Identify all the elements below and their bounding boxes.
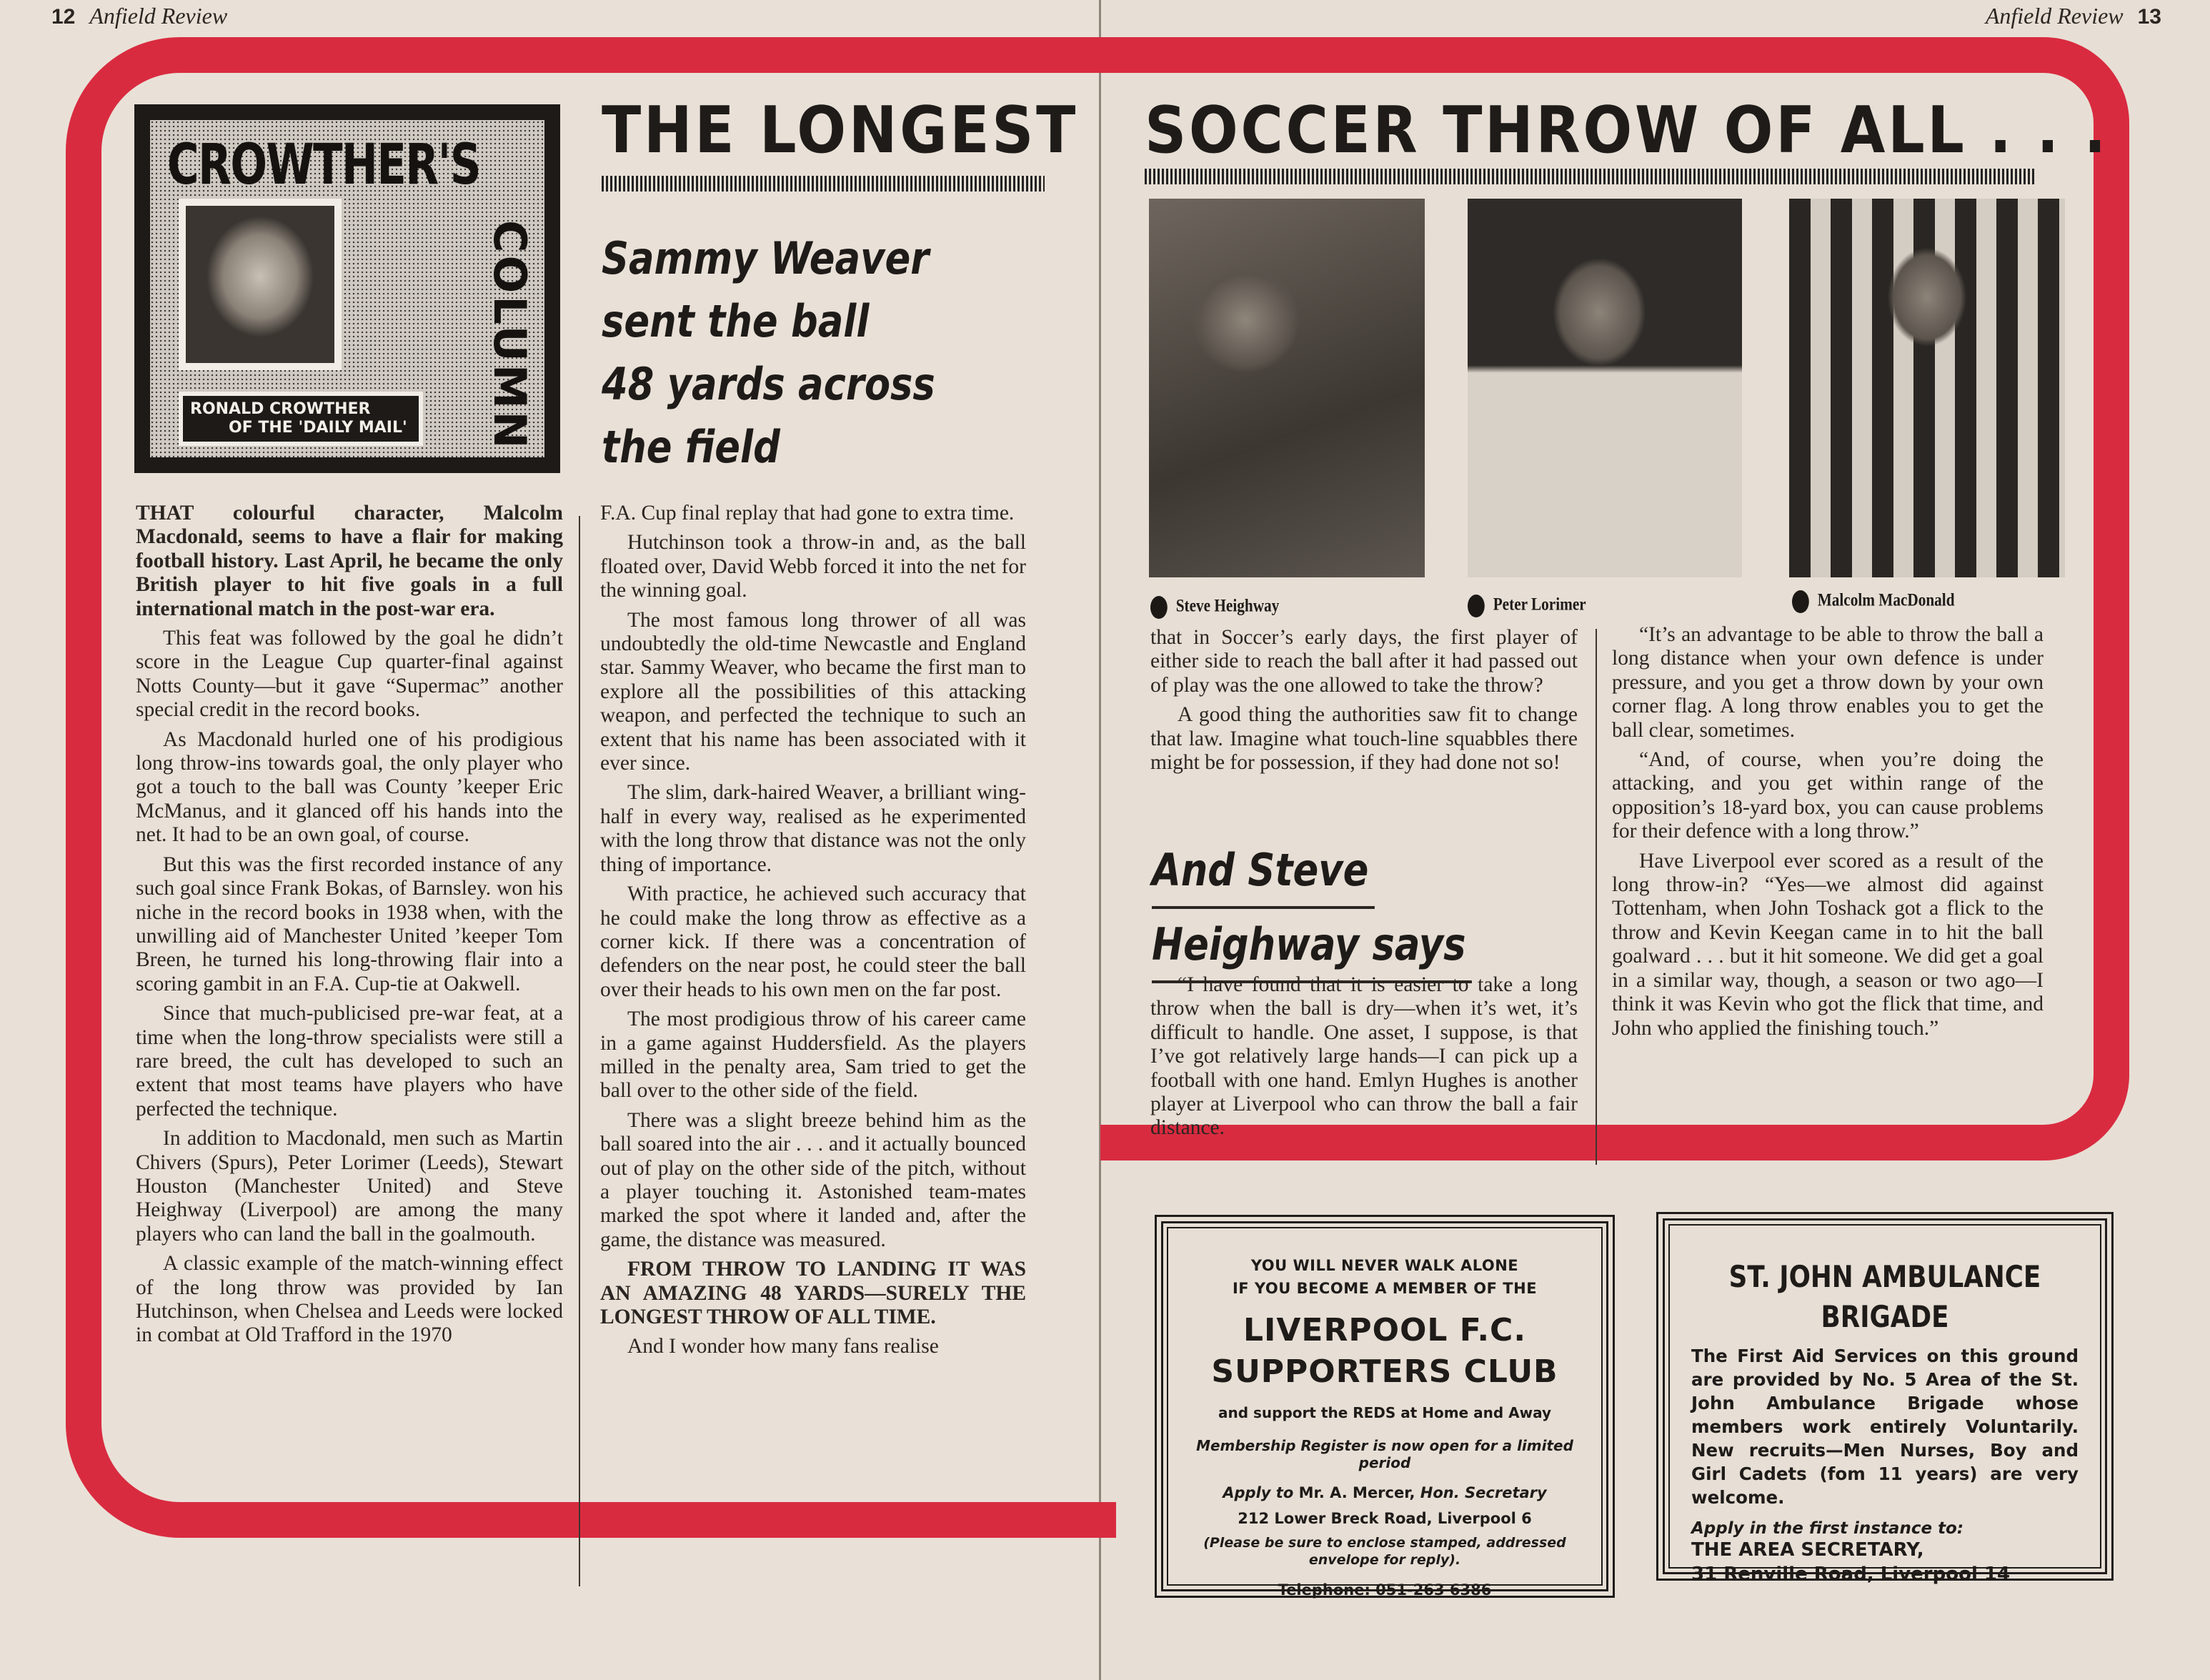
ad-st-john-ambulance: [1656, 1212, 2114, 1585]
paragraph: THAT colourful character, Malcolm Macdonald, seems to have a flair for making football history. Last April, he became the only British player to hit five goals in a full international match in the post-war era.: [136, 502, 563, 620]
ad-title-line: SUPPORTERS CLUB: [1211, 1353, 1558, 1390]
ad-line: YOU WILL NEVER WALK ALONE: [1250, 1257, 1519, 1274]
crowther-caption-inner: [183, 396, 419, 442]
crowther-column-vertical: COLUMN: [484, 220, 536, 452]
article-column-3: [1150, 626, 1578, 780]
paragraph: There was a slight breeze behind him as the ball soared into the air . . . and it actually bounced out of play on the other side of the pitch, without a player touching it. Astonished team-mates marked the spot where it landed and, after the game, the distance was measured.: [600, 1108, 1026, 1251]
right-publication-name: Anfield Review: [1985, 3, 2124, 29]
article-column-1: [136, 502, 563, 1353]
photo-caption: [1150, 596, 1279, 619]
photo-peter-lorimer: [1468, 199, 1742, 577]
subheadline: [602, 227, 935, 479]
paragraph: that in Soccer’s early days, the first player of either side to reach the ball after it had passed out of play was the one allowed to take the throw?: [1150, 626, 1578, 697]
paragraph: The most famous long thrower of all was undoubtedly the old-time Newcastle and England star. Sammy Weaver, who became the first man to explore all the possibilities of this attacking weapon, and perfected the technique to such an extent that his name has been associated with it ever since.: [600, 608, 1026, 775]
ad-telephone: Telephone: 051-263 6386: [1278, 1581, 1492, 1599]
photo-caption-text: Steve Heighway: [1175, 596, 1280, 616]
ad-address: 212 Lower Breck Road, Liverpool 6: [1238, 1510, 1532, 1527]
photo-caption: [1468, 595, 1586, 617]
paragraph: F.A. Cup final replay that had gone to extra time.: [600, 502, 1015, 525]
subhead-and-steve-heighway-says: [1152, 835, 1472, 983]
photo-caption-text: Peter Lorimer: [1493, 595, 1586, 615]
subhead-line: Heighway says: [1152, 909, 1472, 983]
paragraph: With practice, he achieved such accuracy that he could make the long throw as effective as a corner kick. If there was a concentration of defenders on the near post, he could steer the ball over their heads to his own men on the far post.: [600, 883, 1026, 1001]
bullet-icon: [1468, 595, 1485, 617]
headline-left: THE LONGEST: [602, 93, 1078, 168]
paragraph: “And, of course, when you’re doing the attacking, and you get within range of the opposition’s 18-yard box, you can cause problems for their defence with a long throw.”: [1612, 748, 2044, 843]
ad-title-line: BRIGADE: [1821, 1299, 1949, 1334]
paragraph: As Macdonald hurled one of his prodigious long throw-ins towards goal, the only player who got a touch to the ball was County ’keeper Eric McManus, and it glanced off his hands into the net. It had to be an own goal, of course.: [136, 727, 563, 847]
article-column-4: [1612, 623, 2044, 1046]
paragraph-emphasis: FROM THROW TO LANDING IT WAS AN AMAZING 48 YARDS—SURELY THE LONGEST THROW OF ALL TIME.: [600, 1258, 1026, 1328]
paragraph: In addition to Macdonald, men such as Martin Chivers (Spurs), Peter Lorimer (Leeds), Stewart Houston (Manchester United) and Steve Heighway (Liverpool) are among the many players who can land the ball in the goalmouth.: [136, 1127, 563, 1246]
left-folio: [44, 3, 234, 29]
left-page-number: 12: [51, 5, 76, 29]
paragraph: And I wonder how many fans realise: [627, 1335, 939, 1358]
ad-title: [1721, 1257, 2050, 1337]
ad-body: The First Aid Services on this ground are provided by No. 5 Area of the St. John Ambulance Brigade whose members work entirely Voluntarily. New recruits—Men Nurses, Boy and Girl Cadets (fom 11 years) are very welcome.: [1691, 1346, 2079, 1508]
photo-malcolm-macdonald: [1789, 199, 2065, 577]
paragraph: Have Liverpool ever scored as a result of the long throw-in? “Yes—we almost did against Tottenham, when John Toshack got a flick to the throw and Kevin Keegan came in to hit the ball goalward . . . but it hit someone. We did get a goal in a similar way, though, a season or two ago—I think it was Kevin who got the flick that time, and John who applied the finishing touch.”: [1612, 849, 2044, 1040]
crowther-portrait-image: [186, 206, 334, 363]
ad-title: [1185, 1310, 1584, 1393]
column-rule: [579, 516, 580, 1586]
ad-apply-line: [1185, 1484, 1584, 1501]
ad-note: (Please be sure to enclose stamped, addressed envelope for reply).: [1203, 1535, 1566, 1568]
photo-caption: [1792, 590, 1955, 613]
crowther-caption-line1: RONALD CROWTHER: [190, 400, 371, 418]
bullet-icon: [1150, 596, 1168, 619]
ad-title-line: LIVERPOOL F.C.: [1243, 1312, 1527, 1348]
paragraph: This feat was followed by the goal he didn’t score in the League Cup quarter-final against Notts County—but it gave “Supermac” another special credit in the record books.: [136, 627, 563, 722]
paragraph: Since that much-publicised pre-war feat, at a time when the long-throw specialists were still a rare breed, the cult has developed to such an extent that most teams have players who have perfected the technique.: [136, 1002, 563, 1120]
ad-title-line: ST. JOHN AMBULANCE: [1728, 1259, 2041, 1294]
ad-contact: 31 Renville Road, Liverpool 14: [1691, 1564, 2011, 1585]
paragraph: “I have found that it is easier to take a long throw when the ball is dry—when it’s wet, it’s difficult to handle. One asset, I suppose, is that I’ve got relatively large hands—I can pick up a football with one hand. Emlyn Hughes is another player at Liverpool who can throw the ball a fair distance.: [1150, 973, 1578, 1140]
crowther-halftone: [150, 120, 544, 457]
article-column-2: [600, 502, 1026, 1365]
ad-apply-prefix: Apply to: [1223, 1484, 1294, 1501]
paragraph: A good thing the authorities saw fit to change that law. Imagine what touch-line squabbles there might be for possession, if they had done not so!: [1150, 703, 1578, 775]
subheadline-line: sent the ball: [602, 295, 870, 347]
ad-support-line: and support the REDS at Home and Away: [1218, 1404, 1552, 1421]
photo-steve-heighway: [1149, 199, 1425, 577]
crowthers-column-box: [134, 104, 560, 473]
subheadline-line: 48 yards across: [602, 358, 935, 410]
headline-right: SOCCER THROW OF ALL . . .: [1145, 93, 2109, 168]
paragraph: But this was the first recorded instance of any such goal since Frank Bokas, of Barnsley. won his niche in the record books in 1938 when, with the unwilling aid of Manchester United ’keeper Tom Breen, he turned his long-throwing flair into a scoring gambit in an F.A. Cup-tie at Oakwell.: [136, 853, 563, 995]
paragraph: Hutchinson took a throw-in and, as the ball floated over, David Webb forced it into the net for the winning goal.: [600, 531, 1026, 602]
subheadline-line: the field: [602, 421, 780, 473]
subheadline-line: Sammy Weaver: [602, 232, 930, 284]
column-rule: [1596, 629, 1597, 1165]
ad-apply-line: Apply in the first instance to:: [1691, 1519, 1964, 1538]
ad-supporters-club: [1155, 1215, 1615, 1598]
article-column-3-quote: [1150, 973, 1578, 1146]
paragraph: The most prodigious throw of his career came in a game against Huddersfield. As the players milled in the penalty area, Sam tried to get the ball over to the other side of the field.: [600, 1008, 1026, 1103]
hatch-rule-left: [602, 176, 1045, 192]
ad-contact: THE AREA SECRETARY,: [1691, 1539, 1924, 1561]
left-publication-name: Anfield Review: [89, 3, 228, 29]
crowther-caption-line2: OF THE 'DAILY MAIL': [229, 419, 407, 437]
ad-apply-role: Hon. Secretary: [1420, 1484, 1547, 1501]
right-page-number: 13: [2137, 5, 2161, 29]
paragraph: “It’s an advantage to be able to throw the ball a long distance when your own defence is under pressure, and you get a throw down by your own corner flag. A long throw enables you to get the ball clear, sometimes.: [1612, 623, 2044, 742]
crowther-portrait: [179, 199, 342, 370]
right-folio: [1978, 3, 2169, 29]
crowther-title: CROWTHER'S: [167, 133, 481, 197]
hatch-rule-right: [1145, 169, 2035, 184]
ad-register-line: Membership Register is now open for a limited period: [1196, 1437, 1573, 1471]
bullet-icon: [1792, 590, 1809, 613]
ad-apply-name: Mr. A. Mercer,: [1298, 1484, 1415, 1501]
paragraph: The slim, dark-haired Weaver, a brilliant wing-half in every way, realised as he experimented with the long throw that distance was not the only thing of importance.: [600, 781, 1026, 876]
subhead-line: And Steve: [1152, 835, 1375, 909]
crowther-caption: [179, 392, 423, 446]
photo-caption-text: Malcolm MacDonald: [1817, 590, 1955, 610]
paragraph: A classic example of the match-winning effect of the long throw was provided by Ian Hutchinson, when Chelsea and Leeds were locked in combat at Old Trafford in the 1970: [136, 1252, 563, 1347]
ad-line: IF YOU BECOME A MEMBER OF THE: [1232, 1280, 1538, 1297]
